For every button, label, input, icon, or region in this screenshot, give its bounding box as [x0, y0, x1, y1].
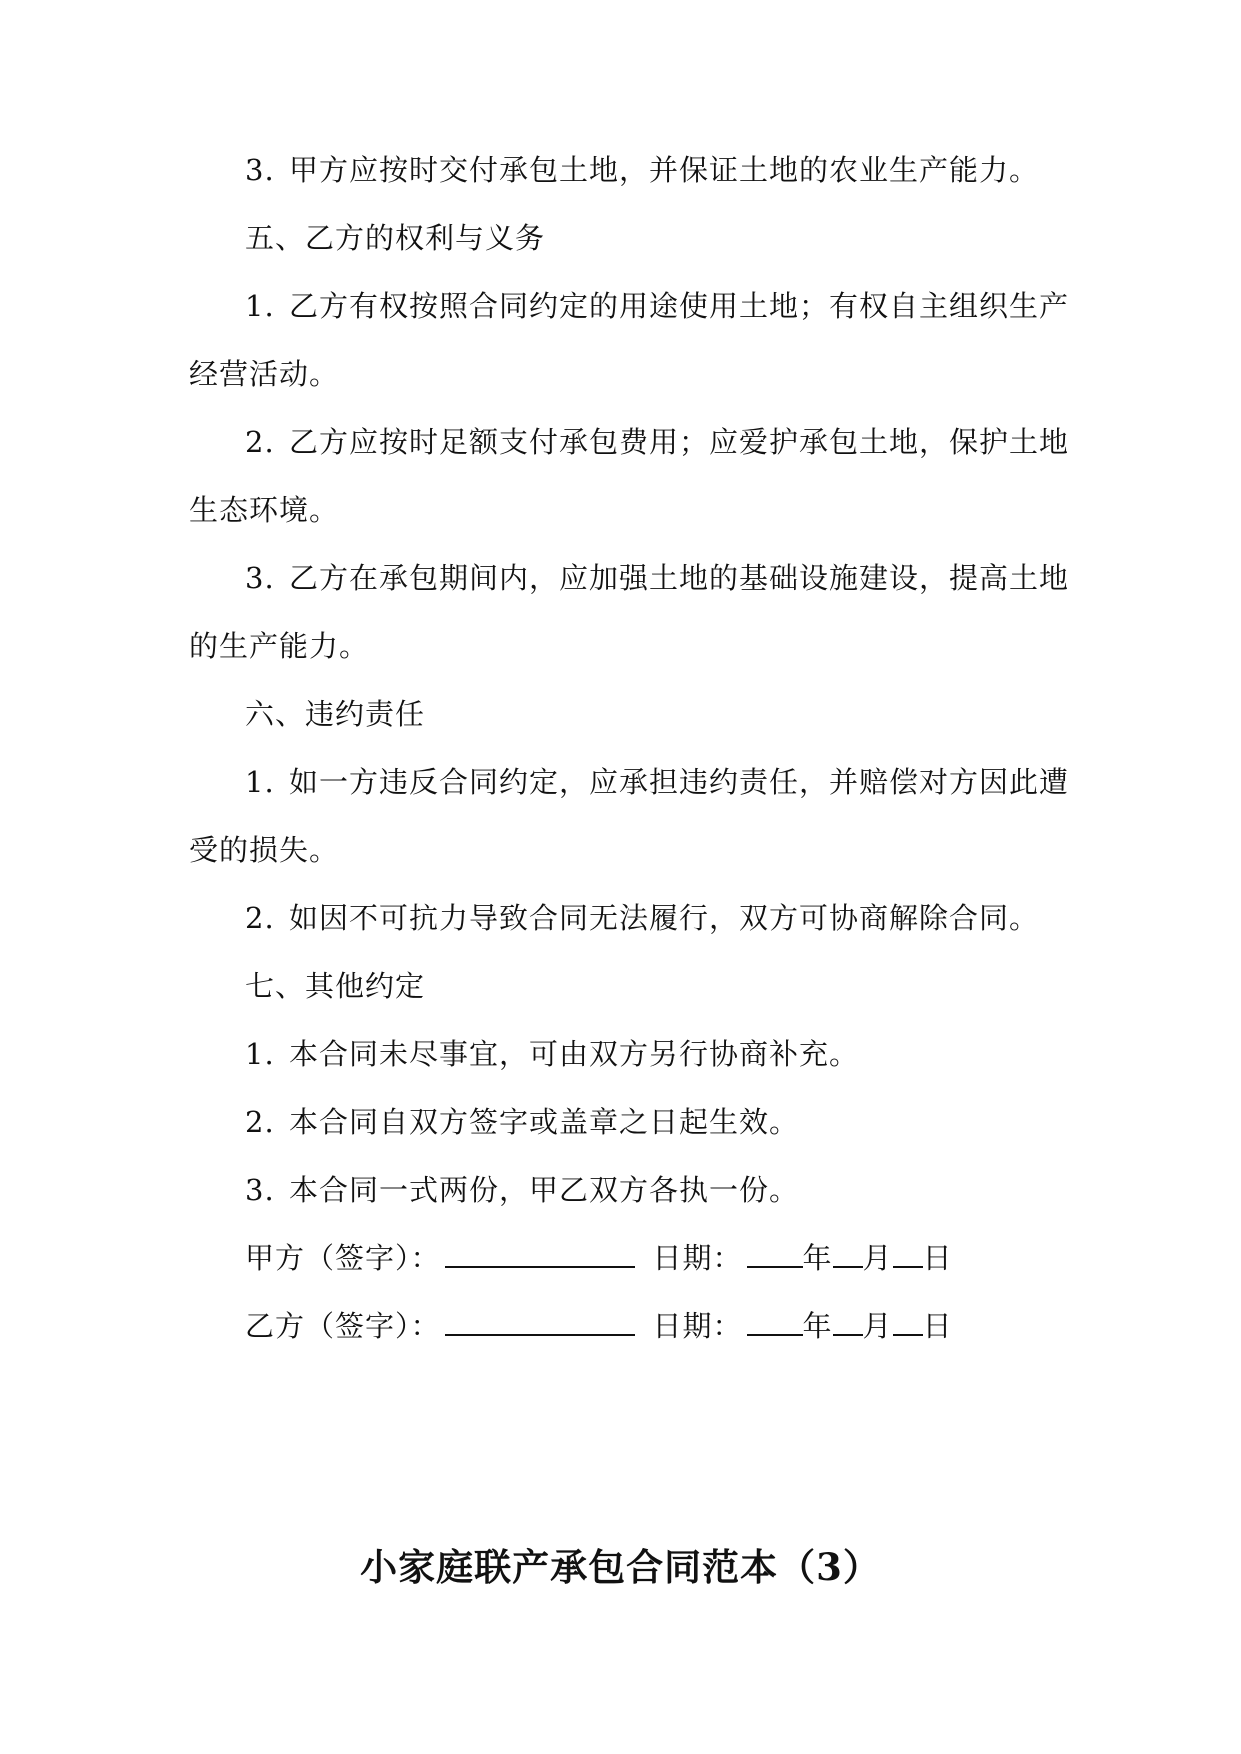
day-blank	[893, 1310, 923, 1336]
clause-text: 甲方应按时交付承包土地，并保证土地的农业生产能力。	[289, 153, 1040, 187]
month-blank	[833, 1242, 863, 1268]
clause-text: 生态环境。	[189, 493, 340, 527]
clause-number: 2.	[245, 901, 275, 935]
clause-text: 本合同一式两份，甲乙双方各执一份。	[289, 1173, 800, 1207]
clause-text: 如一方违反合同约定，应承担违约责任，并赔偿对方因此遭	[289, 765, 1070, 799]
signature-blank	[445, 1310, 635, 1336]
party-label: 甲方（签字）：	[245, 1241, 441, 1275]
month-label: 月	[862, 1309, 893, 1343]
clause-continuation	[189, 832, 339, 868]
clause-text: 乙方有权按照合同约定的用途使用土地；有权自主组织生产	[289, 289, 1070, 323]
day-label: 日	[922, 1309, 953, 1343]
section-heading	[245, 968, 425, 1004]
date-label: 日期：	[652, 1309, 743, 1343]
signature-line-party-b	[245, 1308, 953, 1344]
clause-text: 本合同自双方签字或盖章之日起生效。	[289, 1105, 800, 1139]
clause-text: 本合同未尽事宜，可由双方另行协商补充。	[289, 1037, 860, 1071]
clause-text: 经营活动。	[189, 357, 340, 391]
clause-text: 的生产能力。	[189, 629, 370, 663]
signature-line-party-a	[245, 1240, 953, 1276]
clause-line	[245, 1172, 799, 1208]
day-blank	[893, 1242, 923, 1268]
day-label: 日	[922, 1241, 953, 1275]
clause-number: 3.	[245, 561, 275, 595]
section-heading	[245, 696, 425, 732]
clause-number: 2.	[245, 1105, 275, 1139]
clause-text: 如因不可抗力导致合同无法履行，双方可协商解除合同。	[289, 901, 1040, 935]
clause-text: 受的损失。	[189, 833, 340, 867]
clause-line	[245, 1104, 799, 1140]
month-blank	[833, 1310, 863, 1336]
year-blank	[747, 1242, 803, 1268]
clause-number: 1.	[245, 1037, 275, 1071]
signature-blank	[445, 1242, 635, 1268]
clause-line	[245, 1036, 859, 1072]
clause-continuation	[189, 492, 339, 528]
year-label: 年	[802, 1309, 833, 1343]
clause-text: 乙方应按时足额支付承包费用；应爱护承包土地，保护土地	[289, 425, 1070, 459]
clause-line	[245, 900, 1039, 936]
month-label: 月	[862, 1241, 893, 1275]
section-heading-text: 五、乙方的权利与义务	[245, 221, 546, 255]
clause-number: 3.	[245, 153, 275, 187]
clause-number: 2.	[245, 425, 275, 459]
section-heading-text: 七、其他约定	[245, 969, 426, 1003]
clause-line	[245, 152, 1039, 188]
date-label: 日期：	[652, 1241, 743, 1275]
clause-number: 1.	[245, 289, 275, 323]
year-blank	[747, 1310, 803, 1336]
year-label: 年	[802, 1241, 833, 1275]
clause-line	[245, 560, 1069, 596]
section-heading	[245, 220, 545, 256]
clause-line	[245, 764, 1069, 800]
clause-text: 乙方在承包期间内，应加强土地的基础设施建设，提高土地	[289, 561, 1070, 595]
section-heading-text: 六、违约责任	[245, 697, 426, 731]
clause-line	[245, 424, 1069, 460]
party-label: 乙方（签字）：	[245, 1309, 441, 1343]
clause-number: 3.	[245, 1173, 275, 1207]
clause-number: 1.	[245, 765, 275, 799]
document-title: 小家庭联产承包合同范本（3）	[360, 1545, 881, 1589]
clause-line	[245, 288, 1069, 324]
clause-continuation	[189, 356, 339, 392]
clause-continuation	[189, 628, 369, 664]
